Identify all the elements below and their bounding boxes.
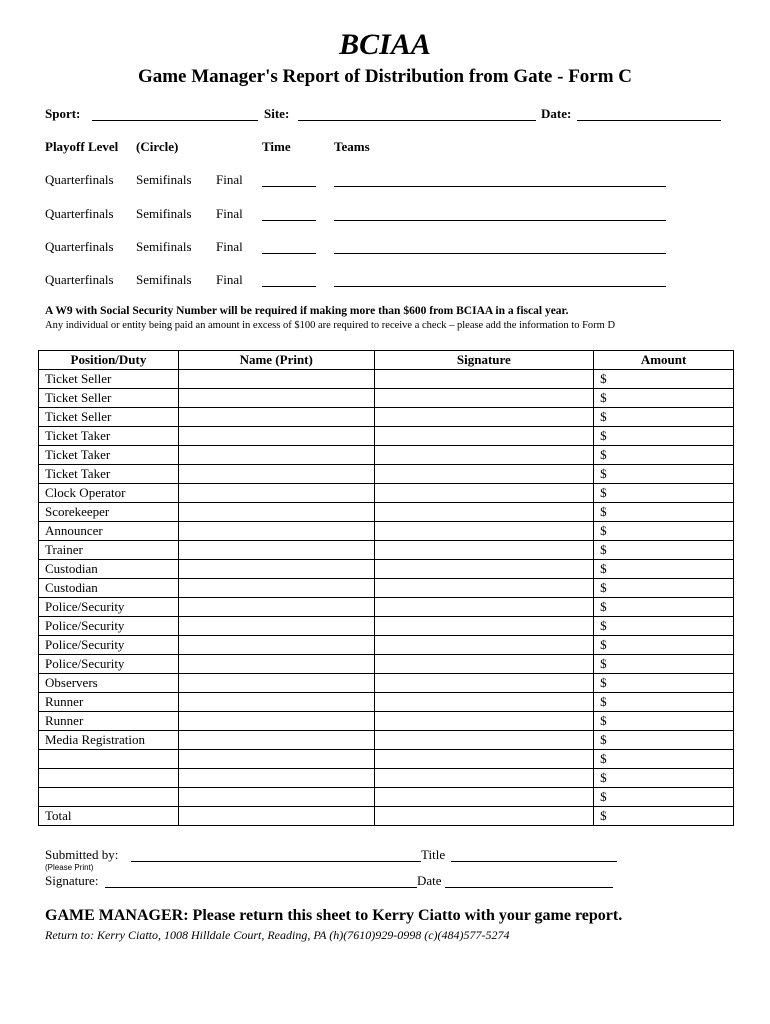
game-manager-instruction: GAME MANAGER: Please return this sheet to Kerry Ciatto with your game report. <box>45 907 623 924</box>
signature-cell[interactable] <box>374 541 594 560</box>
position-cell: Ticket Seller <box>39 389 179 408</box>
title-label: Title <box>421 847 446 862</box>
semifinals-option[interactable]: Semifinals <box>136 272 192 287</box>
table-row <box>39 503 734 522</box>
position-cell: Scorekeeper <box>39 503 179 522</box>
signature-cell[interactable] <box>374 503 594 522</box>
form-subtitle: Game Manager's Report of Distribution from Gate - Form C <box>137 66 633 87</box>
amount-cell[interactable]: $ <box>594 560 734 579</box>
amount-cell[interactable]: $ <box>594 370 734 389</box>
signature-cell[interactable] <box>374 598 594 617</box>
position-cell: Ticket Taker <box>39 427 179 446</box>
amount-cell[interactable]: $ <box>594 769 734 788</box>
teams-label: Teams <box>334 139 370 154</box>
amount-cell[interactable]: $ <box>594 674 734 693</box>
amount-cell[interactable]: $ <box>594 807 734 826</box>
table-row <box>39 750 734 769</box>
please-print-note: (Please Print) <box>45 863 94 872</box>
table-row <box>39 636 734 655</box>
position-cell <box>39 788 179 807</box>
signature-cell[interactable] <box>374 370 594 389</box>
table-row <box>39 427 734 446</box>
name-cell[interactable] <box>178 389 374 408</box>
table-row <box>39 807 734 826</box>
name-cell[interactable] <box>178 427 374 446</box>
amount-cell[interactable]: $ <box>594 484 734 503</box>
name-cell[interactable] <box>178 731 374 750</box>
signature-cell[interactable] <box>374 560 594 579</box>
table-row <box>39 408 734 427</box>
signature-cell[interactable] <box>374 427 594 446</box>
table-row <box>39 389 734 408</box>
amount-cell[interactable]: $ <box>594 693 734 712</box>
time-label: Time <box>262 139 291 154</box>
signature-cell[interactable] <box>374 465 594 484</box>
signature-cell[interactable] <box>374 674 594 693</box>
position-header: Position/Duty <box>39 351 179 370</box>
check-note: Any individual or entity being paid an amount in excess of $100 are required to receive a check – please add the information to Form D <box>45 320 616 331</box>
name-cell[interactable] <box>178 598 374 617</box>
name-cell[interactable] <box>178 788 374 807</box>
name-cell[interactable] <box>178 750 374 769</box>
signature-label: Signature: <box>45 873 99 888</box>
amount-cell[interactable]: $ <box>594 731 734 750</box>
signature-cell[interactable] <box>374 579 594 598</box>
name-cell[interactable] <box>178 408 374 427</box>
amount-cell[interactable]: $ <box>594 579 734 598</box>
position-cell: Announcer <box>39 522 179 541</box>
table-row <box>39 617 734 636</box>
signature-cell[interactable] <box>374 750 594 769</box>
signature-cell[interactable] <box>374 807 594 826</box>
name-cell[interactable] <box>178 446 374 465</box>
date-footer-label: Date <box>417 873 442 888</box>
table-row <box>39 541 734 560</box>
position-cell: Total <box>39 807 179 826</box>
name-cell[interactable] <box>178 655 374 674</box>
site-label: Site: <box>264 106 290 121</box>
position-cell: Clock Operator <box>39 484 179 503</box>
table-row <box>39 522 734 541</box>
amount-cell[interactable]: $ <box>594 712 734 731</box>
amount-cell[interactable]: $ <box>594 617 734 636</box>
table-row <box>39 769 734 788</box>
table-body <box>39 370 734 826</box>
signature-cell[interactable] <box>374 769 594 788</box>
amount-cell[interactable]: $ <box>594 503 734 522</box>
semifinals-option[interactable]: Semifinals <box>136 172 192 187</box>
table-row <box>39 693 734 712</box>
form-title: BCIAA <box>339 28 431 61</box>
table-row <box>39 446 734 465</box>
final-option[interactable]: Final <box>216 272 243 287</box>
table-header-row <box>39 351 734 370</box>
position-cell: Ticket Taker <box>39 446 179 465</box>
time-field[interactable] <box>262 253 316 254</box>
w9-note: A W9 with Social Security Number will be required if making more than $600 from BCIAA in a fiscal year. <box>45 305 569 317</box>
date-label: Date: <box>541 106 572 121</box>
signature-cell[interactable] <box>374 655 594 674</box>
distribution-table <box>38 350 734 826</box>
name-cell[interactable] <box>178 674 374 693</box>
signature-cell[interactable] <box>374 408 594 427</box>
amount-cell[interactable]: $ <box>594 541 734 560</box>
position-cell: Runner <box>39 693 179 712</box>
signature-cell[interactable] <box>374 389 594 408</box>
position-cell <box>39 750 179 769</box>
signature-header: Signature <box>374 351 594 370</box>
amount-cell[interactable]: $ <box>594 636 734 655</box>
amount-header: Amount <box>594 351 734 370</box>
teams-field[interactable] <box>334 286 666 287</box>
table-row <box>39 788 734 807</box>
final-option[interactable]: Final <box>216 172 243 187</box>
final-option[interactable]: Final <box>216 206 243 221</box>
amount-cell[interactable]: $ <box>594 408 734 427</box>
signature-field[interactable] <box>105 887 417 888</box>
table-row <box>39 560 734 579</box>
signature-cell[interactable] <box>374 446 594 465</box>
position-cell: Police/Security <box>39 655 179 674</box>
position-cell: Ticket Taker <box>39 465 179 484</box>
name-cell[interactable] <box>178 617 374 636</box>
table-row <box>39 579 734 598</box>
name-header: Name (Print) <box>178 351 374 370</box>
quarterfinals-option[interactable]: Quarterfinals <box>45 172 114 187</box>
site-field[interactable] <box>298 120 536 121</box>
name-cell[interactable] <box>178 560 374 579</box>
table-row <box>39 712 734 731</box>
table-row <box>39 731 734 750</box>
teams-field[interactable] <box>334 186 666 187</box>
sport-field[interactable] <box>92 120 258 121</box>
position-cell: Observers <box>39 674 179 693</box>
name-cell[interactable] <box>178 465 374 484</box>
amount-cell[interactable]: $ <box>594 750 734 769</box>
semifinals-option[interactable]: Semifinals <box>136 206 192 221</box>
signature-cell[interactable] <box>374 484 594 503</box>
signature-cell[interactable] <box>374 712 594 731</box>
circle-label: (Circle) <box>136 139 179 154</box>
amount-cell[interactable]: $ <box>594 465 734 484</box>
amount-cell[interactable]: $ <box>594 446 734 465</box>
time-field[interactable] <box>262 186 316 187</box>
position-cell: Ticket Seller <box>39 370 179 389</box>
name-cell[interactable] <box>178 579 374 598</box>
table-row <box>39 598 734 617</box>
title-field[interactable] <box>451 861 617 862</box>
table-row <box>39 484 734 503</box>
position-cell: Custodian <box>39 560 179 579</box>
position-cell: Police/Security <box>39 617 179 636</box>
name-cell[interactable] <box>178 541 374 560</box>
amount-cell[interactable]: $ <box>594 788 734 807</box>
signature-cell[interactable] <box>374 636 594 655</box>
name-cell[interactable] <box>178 693 374 712</box>
amount-cell[interactable]: $ <box>594 427 734 446</box>
semifinals-option[interactable]: Semifinals <box>136 239 192 254</box>
table-row <box>39 370 734 389</box>
table-row <box>39 655 734 674</box>
position-cell: Ticket Seller <box>39 408 179 427</box>
submitted-by-field[interactable] <box>131 861 421 862</box>
name-cell[interactable] <box>178 484 374 503</box>
time-field[interactable] <box>262 220 316 221</box>
position-cell <box>39 769 179 788</box>
return-address: Return to: Kerry Ciatto, 1008 Hilldale Court, Reading, PA (h)(7610)929-0998 (c)(484)577-5274 <box>45 928 510 942</box>
quarterfinals-option[interactable]: Quarterfinals <box>45 239 114 254</box>
amount-cell[interactable]: $ <box>594 598 734 617</box>
final-option[interactable]: Final <box>216 239 243 254</box>
signature-cell[interactable] <box>374 731 594 750</box>
amount-cell[interactable]: $ <box>594 522 734 541</box>
position-cell: Police/Security <box>39 636 179 655</box>
position-cell: Custodian <box>39 579 179 598</box>
amount-cell[interactable]: $ <box>594 389 734 408</box>
name-cell[interactable] <box>178 636 374 655</box>
teams-field[interactable] <box>334 253 666 254</box>
position-cell: Runner <box>39 712 179 731</box>
name-cell[interactable] <box>178 769 374 788</box>
name-cell[interactable] <box>178 503 374 522</box>
position-cell: Trainer <box>39 541 179 560</box>
time-field[interactable] <box>262 286 316 287</box>
quarterfinals-option[interactable]: Quarterfinals <box>45 206 114 221</box>
position-cell: Media Registration <box>39 731 179 750</box>
position-cell: Police/Security <box>39 598 179 617</box>
name-cell[interactable] <box>178 712 374 731</box>
table-row <box>39 674 734 693</box>
date-footer-field[interactable] <box>445 887 613 888</box>
name-cell[interactable] <box>178 370 374 389</box>
signature-cell[interactable] <box>374 522 594 541</box>
quarterfinals-option[interactable]: Quarterfinals <box>45 272 114 287</box>
table-row <box>39 465 734 484</box>
sport-label: Sport: <box>45 106 81 121</box>
signature-cell[interactable] <box>374 788 594 807</box>
teams-field[interactable] <box>334 220 666 221</box>
name-cell[interactable] <box>178 522 374 541</box>
signature-cell[interactable] <box>374 693 594 712</box>
name-cell[interactable] <box>178 807 374 826</box>
date-field[interactable] <box>577 120 721 121</box>
submitted-by-label: Submitted by: <box>45 847 119 862</box>
signature-cell[interactable] <box>374 617 594 636</box>
playoff-level-label: Playoff Level <box>45 139 119 154</box>
amount-cell[interactable]: $ <box>594 655 734 674</box>
